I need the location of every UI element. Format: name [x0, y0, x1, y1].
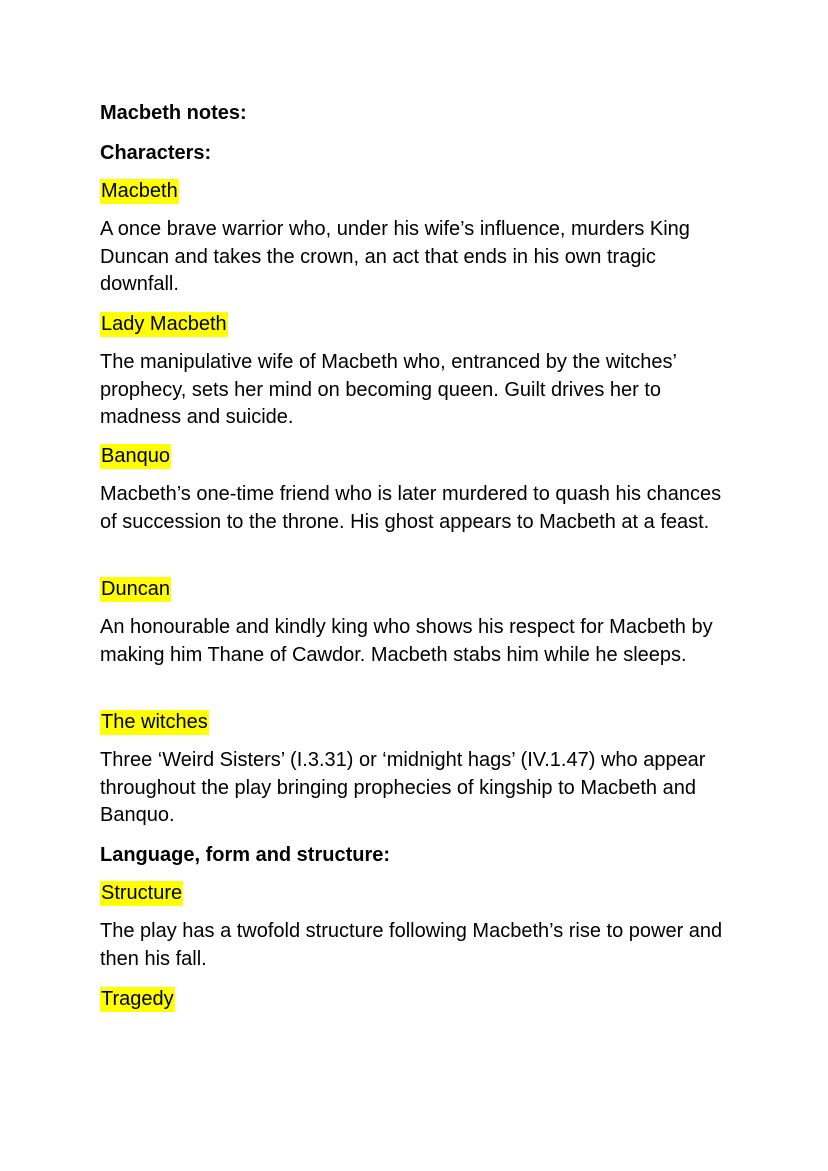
character-name-banquo [100, 444, 171, 468]
document-title: Macbeth notes: [100, 102, 247, 124]
term-description-structure: The play has a twofold structure following Macbeth’s rise to power and then his fall. [100, 920, 723, 970]
character-name-duncan [100, 577, 171, 601]
character-description-witches: Three ‘Weird Sisters’ (I.3.31) or ‘midnight hags’ (IV.1.47) who appear throughout the play bringing prophecies of kingship to Macbeth and Banquo. [100, 749, 706, 826]
character-name-lady-macbeth [100, 312, 228, 336]
character-description-duncan: An honourable and kindly king who shows his respect for Macbeth by making him Thane of Cawdor. Macbeth stabs him while he sleeps. [100, 616, 713, 666]
character-name-macbeth [100, 179, 179, 203]
language-form-structure-heading: Language, form and structure: [100, 844, 391, 866]
highlighted-term: Lady Macbeth [101, 313, 227, 335]
characters-heading: Characters: [100, 142, 212, 164]
character-description-macbeth: A once brave warrior who, under his wife’s influence, murders King Duncan and takes the crown, an act that ends in his own tragic downfall. [100, 218, 690, 295]
character-description-banquo: Macbeth’s one-time friend who is later murdered to quash his chances of succession to the throne. His ghost appears to Macbeth at a feast. [100, 483, 722, 533]
highlighted-term: Banquo [101, 445, 170, 467]
character-description-lady-macbeth: The manipulative wife of Macbeth who, entranced by the witches’ prophecy, sets her mind on becoming queen. Guilt drives her to madness and suicide. [100, 351, 677, 428]
highlighted-term: The witches [101, 711, 208, 733]
highlighted-term: Macbeth [101, 180, 178, 202]
term-tragedy [100, 987, 175, 1011]
highlighted-term: Duncan [101, 578, 170, 600]
term-structure [100, 881, 183, 905]
highlighted-term: Structure [101, 882, 183, 904]
highlighted-term: Tragedy [101, 988, 174, 1010]
character-name-witches [100, 710, 209, 734]
